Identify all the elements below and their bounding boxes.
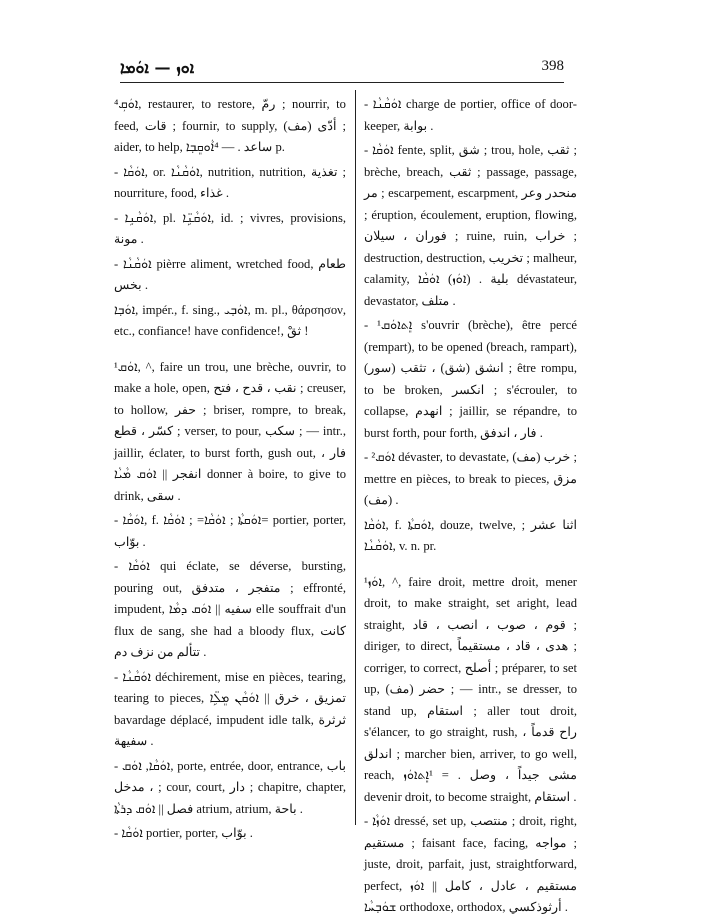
dictionary-entry xyxy=(364,572,577,809)
dictionary-entry xyxy=(114,94,346,159)
dictionary-entry xyxy=(364,94,577,137)
entry-text: - ²ܐܘܿܩ dévaster, to devastate, خرب (مف) ; mettre en pièces, to break to pieces, مزق (مف) . xyxy=(364,450,577,507)
entry-text: ¹ܐܘܿܩ, ^, faire un trou, une brèche, ouvrir, to make a hole, open, نقب ، قدح ، فتح ; creuser, to hollow, حفر ; briser, rompre, to break, كسّر ، قطع ; verser, to pour, سكب ; — intr., jaillir, éclater, to burst forth, gush out, فار ، انفجر || ܐܘܿܩ ܡܵܝܵܐ donner à boire, to give to drink, سقى . xyxy=(114,359,346,503)
dictionary-entry xyxy=(114,823,346,845)
dictionary-entry xyxy=(364,315,577,444)
page-number: 398 xyxy=(541,58,564,74)
entry-text: ¹ܐܘܿܙ, ^, faire droit, mettre droit, mener droit, to make straight, set aright, lead straight, قوم ، صوب ، انصب ، قاد ; diriger, to direct, هدى ، قاد ، مستقيماً ; corriger, to correct, أصلح ; préparer, to set up, حضر (مف) ; — intr., se dresser, to stand up, استقام ; aller tout droit, s'élancer, to go straight, rush, راح قدماً ، اندلق ; marcher bien, arriver, to go well, reach, مشى جيداً ، وصل . = ¹ܐܸܬܐܘܿܙ devenir droit, to become straight, استقام . xyxy=(364,574,577,804)
dictionary-entry xyxy=(114,756,346,821)
dictionary-entry xyxy=(364,447,577,512)
entry-text: - ܐܘܿܩܵܢܹܐ, pl. ܐܘܿܩܵܢܹ̈ܐ, id. ; vivres, provisions, مونة . xyxy=(114,210,347,246)
entry-text: - ܐܘܿܩܵܐ qui éclate, se déverse, bursting, pouring out, متفجر ، متدفق ; effronté, impudent, سفيه || ܐܘܿܩ ܕܡܵܐ elle souffrait d'un flux de sang, she had a bloody flux, كانت تتألم من نزف دم . xyxy=(114,559,347,659)
left-column xyxy=(114,94,346,848)
entry-text: ⁴ܐܘܿܩܼ, restaurer, to restore, رمّ ; nourrir, to feed, قات ; fournir, to supply, أدّى (مف) ; aider, to help, ساعد . — ⁴ܐܵܘܩܸܒ̣ܐ p. xyxy=(114,97,346,154)
dictionary-entry xyxy=(114,254,346,297)
dictionary-entry xyxy=(114,556,346,664)
entry-text: - ܐܘܿܩܵܐ, ܐܘܿܩ, porte, entrée, door, entrance, باب ، مدخل ; cour, court, دار ; chapitre, chapter, فصل || ܐܘܿܩ ܕܪܬܵܐ atrium, atrium, باحة . xyxy=(114,758,346,816)
dictionary-entry xyxy=(114,162,346,205)
entry-text: - ¹ܐܸܬܐܘܿܩ s'ouvrir (brèche), être percé (rempart), to be opened (breach, rampart), انشق (شق) ، تثقب (سور) ; être rompu, to be broken, انكسر ; s'écrouler, to collapse, انهدم ; jaillir, se répandre, to burst forth, pour forth, فار ، اندفق . xyxy=(364,318,577,440)
entry-text: - ܐܘܿܩܵܐ, f. ܐܘܿܩܬܵܐ ; ܐܘܿܩܵܐ= ; ܐܘܿܩܵܐ= portier, porter, بوّاب . xyxy=(114,513,347,549)
right-column xyxy=(364,94,577,922)
entry-text: - ܐܘܿܙܵܐ dressé, set up, منتصب ; droit, right, مستقيم ; faisant face, facing, مواجه ; juste, droit, parfait, just, straightforward, perfect, مستقيم ، عادل ، كامل || ܐܘܿܙ ܫܘܿܒ̣ܚܵܐ orthodoxe, orthodox, أرثوذكسي . xyxy=(364,814,578,914)
entry-text: - ܐܘܿܩܵܢܵܐ pièrre aliment, wretched food, طعام بخس . xyxy=(114,256,347,292)
entry-text: ܐܘܿܒ̣ܐ, impér., f. sing., ܐܘܿܒ̣ܝ, m. pl., θάρσησον, etc., confiance! have confidence!, ثقْ ! xyxy=(114,302,346,338)
column-divider xyxy=(355,90,356,825)
entry-text: - ܐܘܿܩܵܐ, or. ܐܘܿܩܵܢܵܐ, nutrition, nutrition, تغذية ; nourriture, food, غذاء . xyxy=(114,164,347,200)
dictionary-entry xyxy=(364,811,577,919)
entry-text: - ܐܘܿܩܵܐ fente, split, شق ; trou, hole, ثقب ; brèche, breach, ثقب ; passage, passage, مر ; escarpement, escarpment, منحدر وعر ; éruption, écoulement, eruption, flowing, فوران ، سيلان ; ruine, ruin, خراب ; destruction, destruction, تخريب ; malheur, calamity, بلية . (ܐܘܿܙ) ܐܘܿܩܵܐ dévastateur, devastator, متلف . xyxy=(364,143,577,308)
dictionary-entry xyxy=(364,140,577,312)
entry-text: - ܐܘܿܩܵܐ portier, porter, بوّاب . xyxy=(114,826,253,840)
header-rule xyxy=(120,82,564,83)
running-head: ܐܘܙ — ܐܘܿܡܐ xyxy=(120,58,195,77)
page-header xyxy=(120,54,564,82)
entry-text: - ܐܘܿܩܵܢܵܐ déchirement, mise en pièces, tearing, tearing to pieces, تمزيق ، خرق || ܐܘܿܩܵܢ ܡܸܠܹ̈ܐ bavardage déplacé, impudent idle talk, ثرثرة سفيهة . xyxy=(114,669,346,748)
dictionary-entry xyxy=(114,300,346,343)
dictionary-entry xyxy=(114,510,346,553)
entry-text: - ܐܘܿܩܵܢܵܐ charge de portier, office of door-keeper, بوابة . xyxy=(364,97,577,133)
dictionary-entry xyxy=(114,357,346,508)
dictionary-entry xyxy=(114,208,346,251)
dictionary-entry xyxy=(364,515,577,558)
dictionary-entry xyxy=(114,667,346,753)
entry-text: ܐܘܿܩܵܐ, f. ܐܘܿܩܬܵܐ, douze, twelve, اثنا عشر ; ܐܘܿܩܵܢܵܐ, v. n. pr. xyxy=(364,517,578,553)
